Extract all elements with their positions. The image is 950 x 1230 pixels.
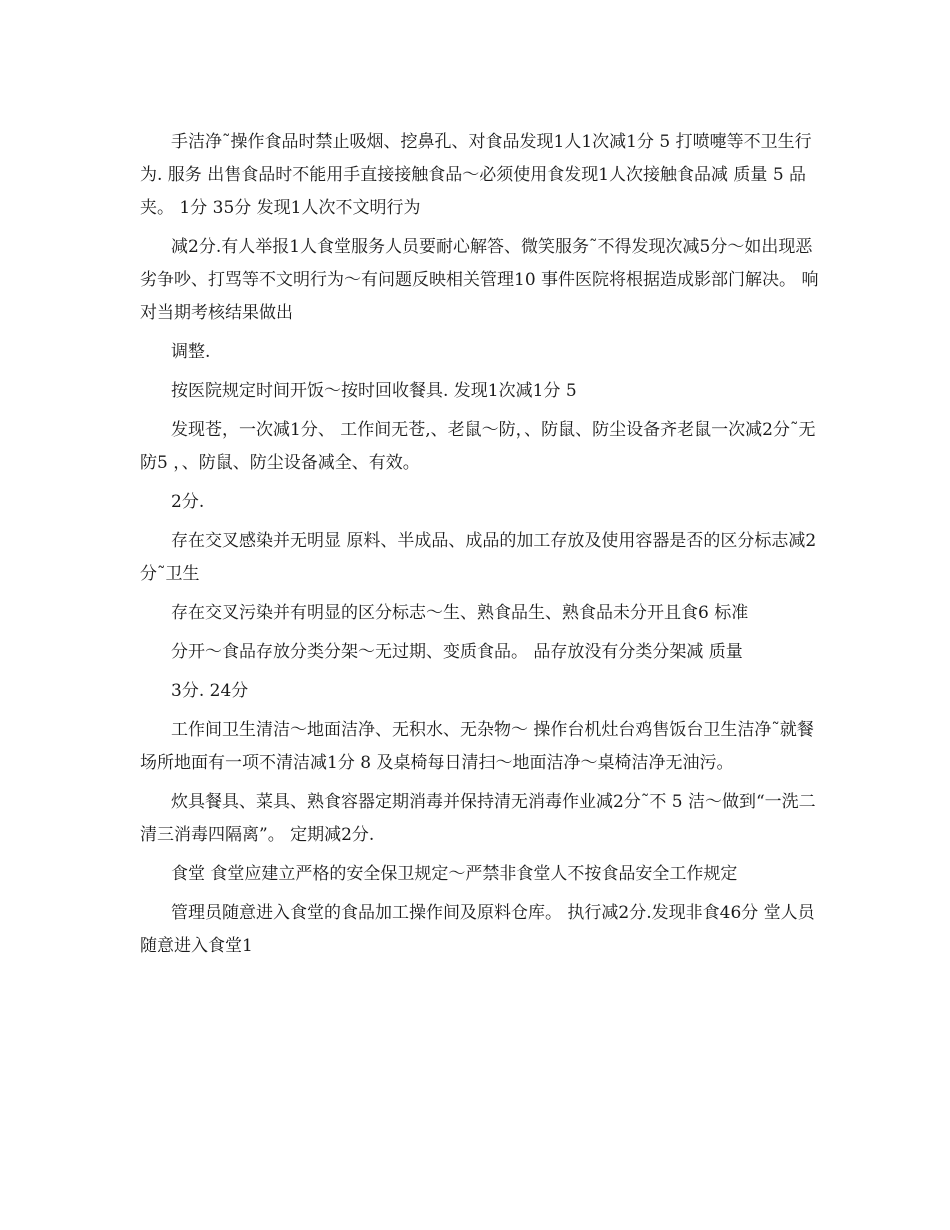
paragraph-4: 按医院规定时间开饭～按时回收餐具. 发现1次减1分 5 [171,381,577,401]
paragraph-3: 调整. [171,342,211,362]
paragraph-14: 管理员随意进入食堂的食品加工操作间及原料仓库。 执行减2分.发现非食46分 堂人员随意进入食堂1 [140,903,815,956]
paragraph-6: 2分. [171,492,205,512]
paragraph-8: 存在交叉污染并有明显的区分标志～生、熟食品生、熟食品未分开且食6 标准 [171,603,749,623]
paragraph-9: 分开～食品存放分类分架～无过期、变质食品。 品存放没有分类分架减 质量 [171,642,743,662]
document-body [140,126,820,963]
paragraph-10: 3分. 24分 [171,681,249,701]
paragraph-2: 减2分.有人举报1人食堂服务人员要耐心解答、微笑服务˜不得发现次减5分～如出现恶劣争吵、打骂等不文明行为～有问题反映相关管理10 事件医院将根据造成影部门解决。 响对当期考核结果做出 [140,237,819,323]
paragraph-11: 工作间卫生清洁～地面洁净、无积水、无杂物～ 操作台机灶台鸡售饭台卫生洁净˜就餐场所地面有一项不清洁减1分 8 及桌椅每日清扫～地面洁净～桌椅洁净无油污。 [140,720,814,773]
paragraph-7: 存在交叉感染并无明显 原料、半成品、成品的加工存放及使用容器是否的区分标志减2分˜卫生 [140,531,817,584]
paragraph-1: 手洁净˜操作食品时禁止吸烟、挖鼻孔、对食品发现1人1次减1分 5 打喷嚏等不卫生行为. 服务 出售食品时不能用手直接接触食品～必须使用食发现1人次接触食品减 质量 5 品夹。 1分 35分 发现1人次不文明行为 [140,132,812,218]
paragraph-5: 发现苍，一次减1分、 工作间无苍,、老鼠～防，、防鼠、防尘设备齐老鼠一次减2分˜无防5 ，、防鼠、防尘设备减全、有效。 [140,420,816,473]
paragraph-13: 食堂 食堂应建立严格的安全保卫规定～严禁非食堂人不按食品安全工作规定 [171,864,738,884]
paragraph-12: 炊具餐具、菜具、熟食容器定期消毒并保持清无消毒作业减2分˜不 5 洁～做到“一洗二清三消毒四隔离”。 定期减2分. [140,792,816,845]
